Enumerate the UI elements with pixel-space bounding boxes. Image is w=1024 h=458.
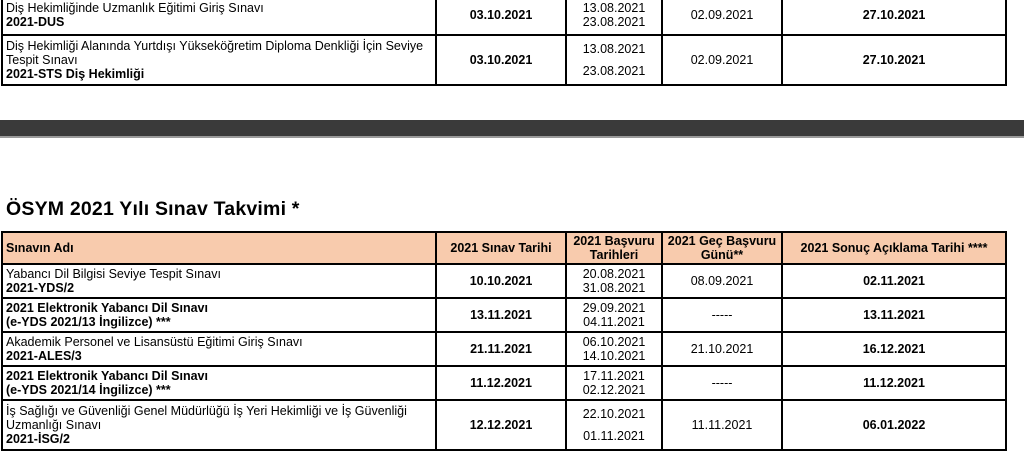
exam-name-cell [2,400,436,450]
late-apply-date: 02.09.2021 [662,35,782,85]
apply-end: 31.08.2021 [582,281,646,295]
header-exam-date: 2021 Sınav Tarihi [436,232,566,264]
apply-end: 14.10.2021 [582,349,646,363]
late-apply-date: 02.09.2021 [662,0,782,35]
apply-start: 13.08.2021 [582,1,646,15]
apply-dates [566,332,662,366]
exam-date: 12.12.2021 [436,400,566,450]
table-row [2,298,1006,332]
apply-end: 23.08.2021 [582,15,646,29]
apply-dates [566,400,662,450]
apply-dates [566,264,662,298]
apply-start: 22.10.2021 [582,407,646,421]
result-date: 27.10.2021 [782,35,1006,85]
exam-code: 2021-DUS [6,15,65,29]
apply-end: 01.11.2021 [583,429,645,443]
apply-start: 29.09.2021 [582,301,646,315]
result-date: 06.01.2022 [782,400,1006,450]
exam-date: 03.10.2021 [436,35,566,85]
result-date: 27.10.2021 [782,0,1006,35]
exam-code: 2021-İSG/2 [6,432,70,446]
late-apply-date: 08.09.2021 [662,264,782,298]
late-apply-date: 11.11.2021 [662,400,782,450]
table-header-row [2,232,1006,264]
result-date: 13.11.2021 [782,298,1006,332]
exam-date: 03.10.2021 [436,0,566,35]
apply-dates [566,298,662,332]
table-row [2,35,1006,85]
page-title: ÖSYM 2021 Yılı Sınav Takvimi * [6,198,300,220]
exam-date: 10.10.2021 [436,264,566,298]
table-row [2,0,1006,35]
exam-calendar-table [1,231,1007,451]
apply-end: 04.11.2021 [583,315,645,329]
apply-dates [566,35,662,85]
apply-start: 06.10.2021 [582,335,646,349]
exam-code: (e-YDS 2021/13 İngilizce) *** [6,315,171,329]
exam-name-cell [2,332,436,366]
exam-code: 2021-YDS/2 [6,281,75,295]
table-row [2,332,1006,366]
page-separator-shadow [0,136,1024,138]
apply-end: 23.08.2021 [582,64,646,78]
exam-name-cell [2,35,436,85]
late-apply-date: ----- [662,366,782,400]
exam-name: Yabancı Dil Bilgisi Seviye Tespit Sınavı [6,267,221,281]
result-date: 11.12.2021 [782,366,1006,400]
exam-code: 2021-ALES/3 [6,349,82,363]
top-exam-table [1,0,1007,86]
exam-code: (e-YDS 2021/14 İngilizce) *** [6,383,171,397]
header-exam-name: Sınavın Adı [2,232,436,264]
exam-name-cell [2,0,436,35]
apply-dates [566,0,662,35]
exam-date: 11.12.2021 [436,366,566,400]
page-separator [0,120,1024,136]
apply-start: 13.08.2021 [582,42,646,56]
exam-name-cell [2,298,436,332]
exam-date: 13.11.2021 [436,298,566,332]
table-row [2,264,1006,298]
exam-name: Diş Hekimliğinde Uzmanlık Eğitimi Giriş Sınavı [6,1,264,15]
exam-name-cell [2,366,436,400]
exam-name: İş Sağlığı ve Güvenliği Genel Müdürlüğü İş Yeri Hekimliği ve İş Güvenliği Uzmanlığı Sınavı [6,404,407,432]
exam-code: 2021-STS Diş Hekimliği [6,67,145,81]
apply-start: 20.08.2021 [582,267,646,281]
result-date: 16.12.2021 [782,332,1006,366]
late-apply-date: ----- [662,298,782,332]
table-row [2,366,1006,400]
late-apply-date: 21.10.2021 [662,332,782,366]
apply-end: 02.12.2021 [582,383,646,397]
table-row [2,400,1006,450]
exam-name-cell [2,264,436,298]
exam-date: 21.11.2021 [436,332,566,366]
exam-name: 2021 Elektronik Yabancı Dil Sınavı [6,301,208,315]
header-result-date: 2021 Sonuç Açıklama Tarihi **** [782,232,1006,264]
exam-name: Diş Hekimliği Alanında Yurtdışı Yükseköğretim Diploma Denkliği İçin Seviye Tespit Sınavı [6,39,424,67]
apply-dates [566,366,662,400]
header-late-apply: 2021 Geç Başvuru Günü** [662,232,782,264]
apply-start: 17.11.2021 [583,369,645,383]
result-date: 02.11.2021 [782,264,1006,298]
exam-name: Akademik Personel ve Lisansüstü Eğitimi Giriş Sınavı [6,335,303,349]
exam-name: 2021 Elektronik Yabancı Dil Sınavı [6,369,208,383]
header-apply-dates: 2021 Başvuru Tarihleri [566,232,662,264]
